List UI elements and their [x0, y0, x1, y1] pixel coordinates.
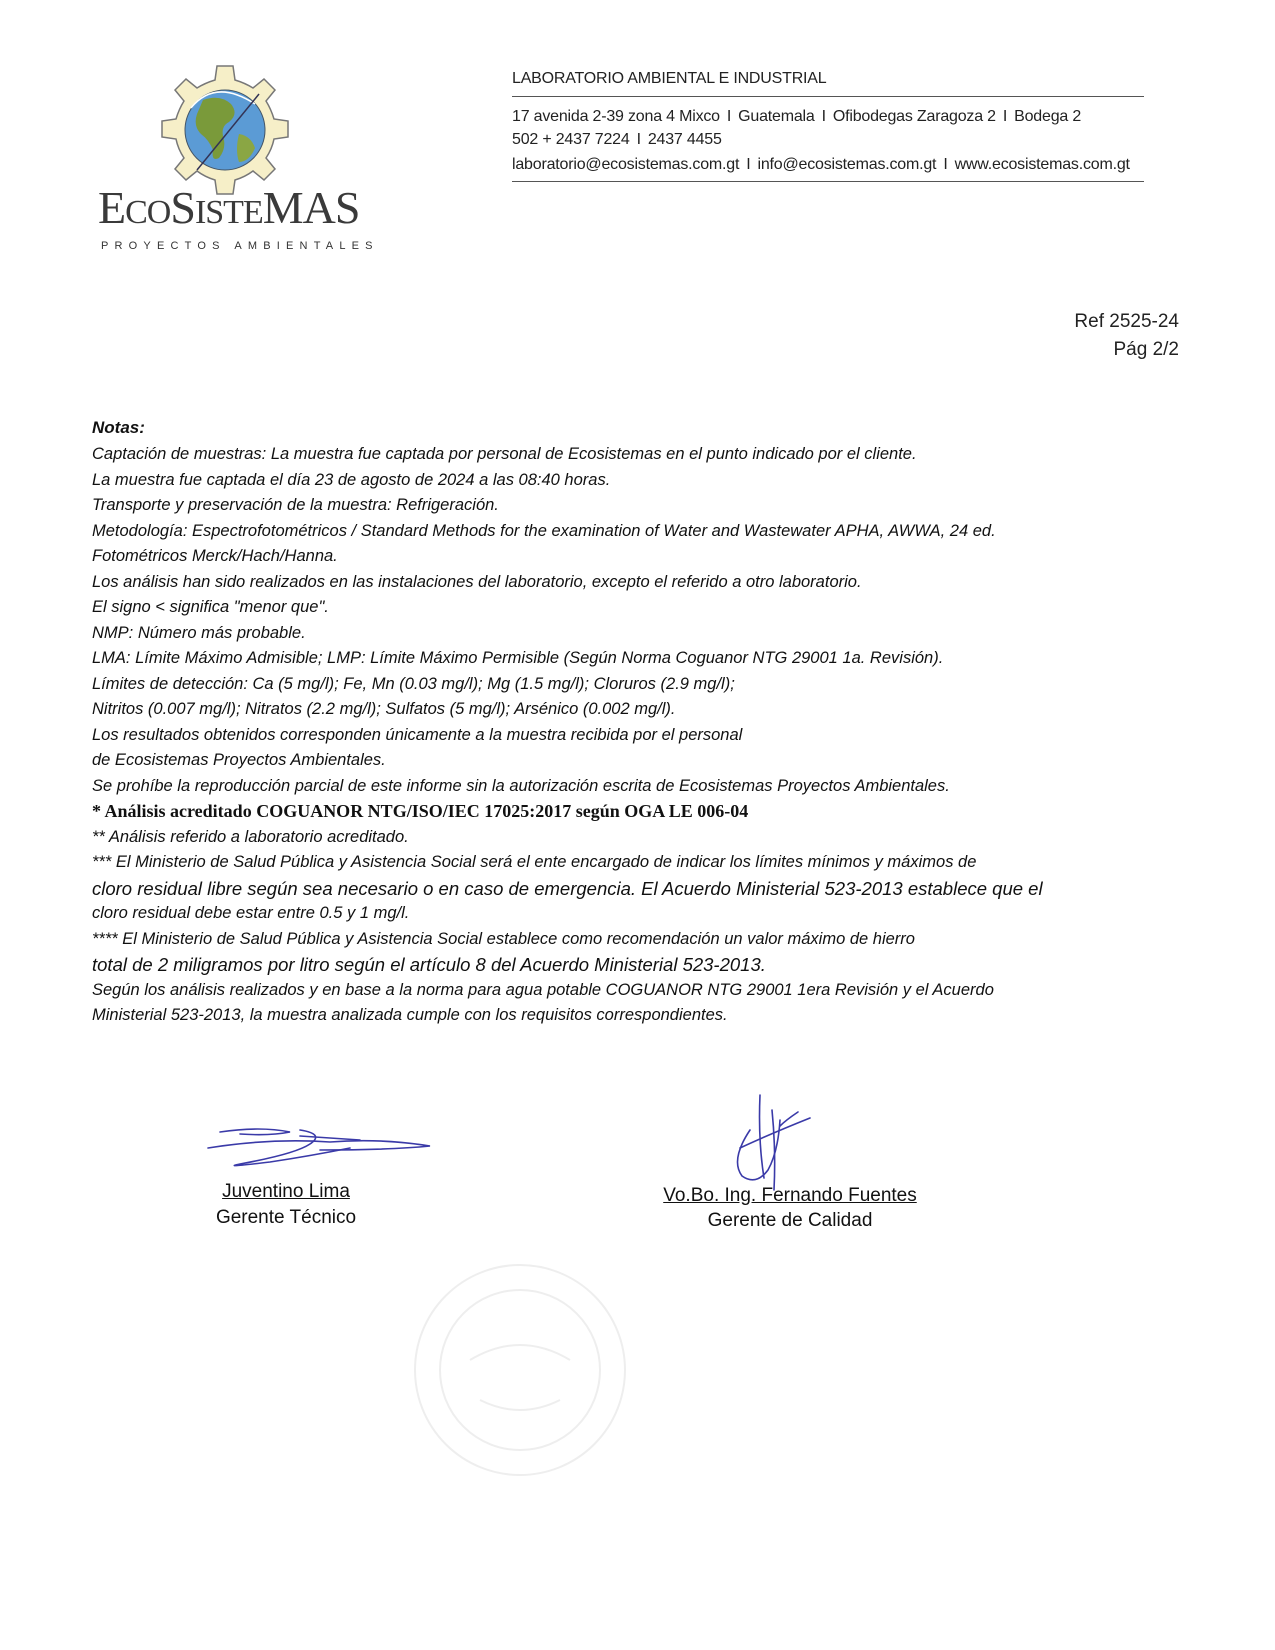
notes-section	[92, 418, 1212, 1029]
header-divider-bottom	[512, 181, 1144, 182]
website: www.ecosistemas.com.gt	[954, 156, 1130, 173]
note-line: El signo < significa "menor que".	[92, 598, 329, 616]
contact-line: laboratorio@ecosistemas.com.gt I info@ecosistemas.com.gt I www.ecosistemas.com.gt	[512, 156, 1130, 173]
note-line: *** El Ministerio de Salud Pública y Asistencia Social será el ente encargado de indicar los límites mínimos y máximos de	[92, 853, 977, 871]
brand-name: ECOSISTEMAS	[98, 182, 360, 233]
note-line: Captación de muestras: La muestra fue captada por personal de Ecosistemas en el punto indicado por el cliente.	[92, 445, 917, 463]
page-number: Pág 2/2	[1113, 339, 1179, 360]
note-line: Los resultados obtenidos corresponden únicamente a la muestra recibida por el personal	[92, 725, 743, 744]
note-line: Se prohíbe la reproducción parcial de este informe sin la autorización escrita de Ecosistemas Proyectos Ambientales.	[92, 776, 950, 795]
lab-title: LABORATORIO AMBIENTAL E INDUSTRIAL	[512, 70, 827, 87]
signer-left-name: Juventino Lima	[222, 1181, 350, 1202]
signer-left-role: Gerente Técnico	[215, 1207, 357, 1228]
notes-title: Notas:	[92, 418, 145, 437]
note-line: Según los análisis realizados y en base a la norma para agua potable COGUANOR NTG 29001 1era Revisión y el Acuerdo	[92, 980, 994, 999]
address-line: 17 avenida 2-39 zona 4 Mixco I Guatemala I Ofibodegas Zaragoza 2 I Bodega 2	[512, 108, 1082, 125]
note-line: Metodología: Espectrofotométricos / Standard Methods for the examination of Water and Wastewater APHA, AWWA, 24 ed.	[92, 521, 996, 540]
signer-right-name: Vo.Bo. Ing. Fernando Fuentes	[663, 1185, 917, 1206]
note-line: LMA: Límite Máximo Admisible; LMP: Límite Máximo Permisible (Según Norma Coguanor NTG 29001 1a. Revisión).	[92, 649, 944, 667]
note-line: Fotométricos Merck/Hach/Hanna.	[92, 547, 338, 565]
note-line: Nitritos (0.007 mg/l); Nitratos (2.2 mg/l); Sulfatos (5 mg/l); Arsénico (0.002 mg/l).	[92, 700, 676, 718]
note-line: Transporte y preservación de la muestra: Refrigeración.	[92, 496, 499, 514]
note-line: total de 2 miligramos por litro según el artículo 8 del Acuerdo Ministerial 523-2013.	[92, 954, 766, 975]
accreditation-note: * Análisis acreditado COGUANOR NTG/ISO/IEC 17025:2017 según OGA LE 006-04	[92, 801, 749, 821]
embossed-seal-icon	[400, 1250, 640, 1490]
signature-left-icon	[200, 1120, 450, 1190]
note-line: ** Análisis referido a laboratorio acreditado.	[92, 827, 409, 846]
note-line: Los análisis han sido realizados en las instalaciones del laboratorio, excepto el referido a otro laboratorio.	[92, 572, 862, 591]
signer-right-role: Gerente de Calidad	[707, 1210, 873, 1231]
reference-number: Ref 2525-24	[1074, 311, 1179, 332]
note-line: cloro residual libre según sea necesario o en caso de emergencia. El Acuerdo Ministerial 523-2013 establece que el	[92, 877, 1043, 899]
email-laboratorio: laboratorio@ecosistemas.com.gt	[512, 156, 740, 173]
note-line: cloro residual debe estar entre 0.5 y 1 mg/l.	[92, 904, 410, 922]
note-line: NMP: Número más probable.	[92, 623, 306, 642]
note-line: Ministerial 523-2013, la muestra analizada cumple con los requisitos correspondientes.	[92, 1006, 728, 1024]
note-line: La muestra fue captada el día 23 de agosto de 2024 a las 08:40 horas.	[92, 470, 611, 489]
brand-tagline: PROYECTOS AMBIENTALES	[101, 240, 379, 252]
header-divider-top	[512, 96, 1144, 97]
note-line: Límites de detección: Ca (5 mg/l); Fe, Mn (0.03 mg/l); Mg (1.5 mg/l); Cloruros (2.9 mg/l);	[92, 674, 735, 693]
note-line: de Ecosistemas Proyectos Ambientales.	[92, 751, 386, 769]
email-info: info@ecosistemas.com.gt	[757, 156, 937, 173]
note-line: **** El Ministerio de Salud Pública y Asistencia Social establece como recomendación un valor máximo de hierro	[92, 929, 915, 948]
phone-line: 502 + 2437 7224 I 2437 4455	[512, 131, 722, 148]
